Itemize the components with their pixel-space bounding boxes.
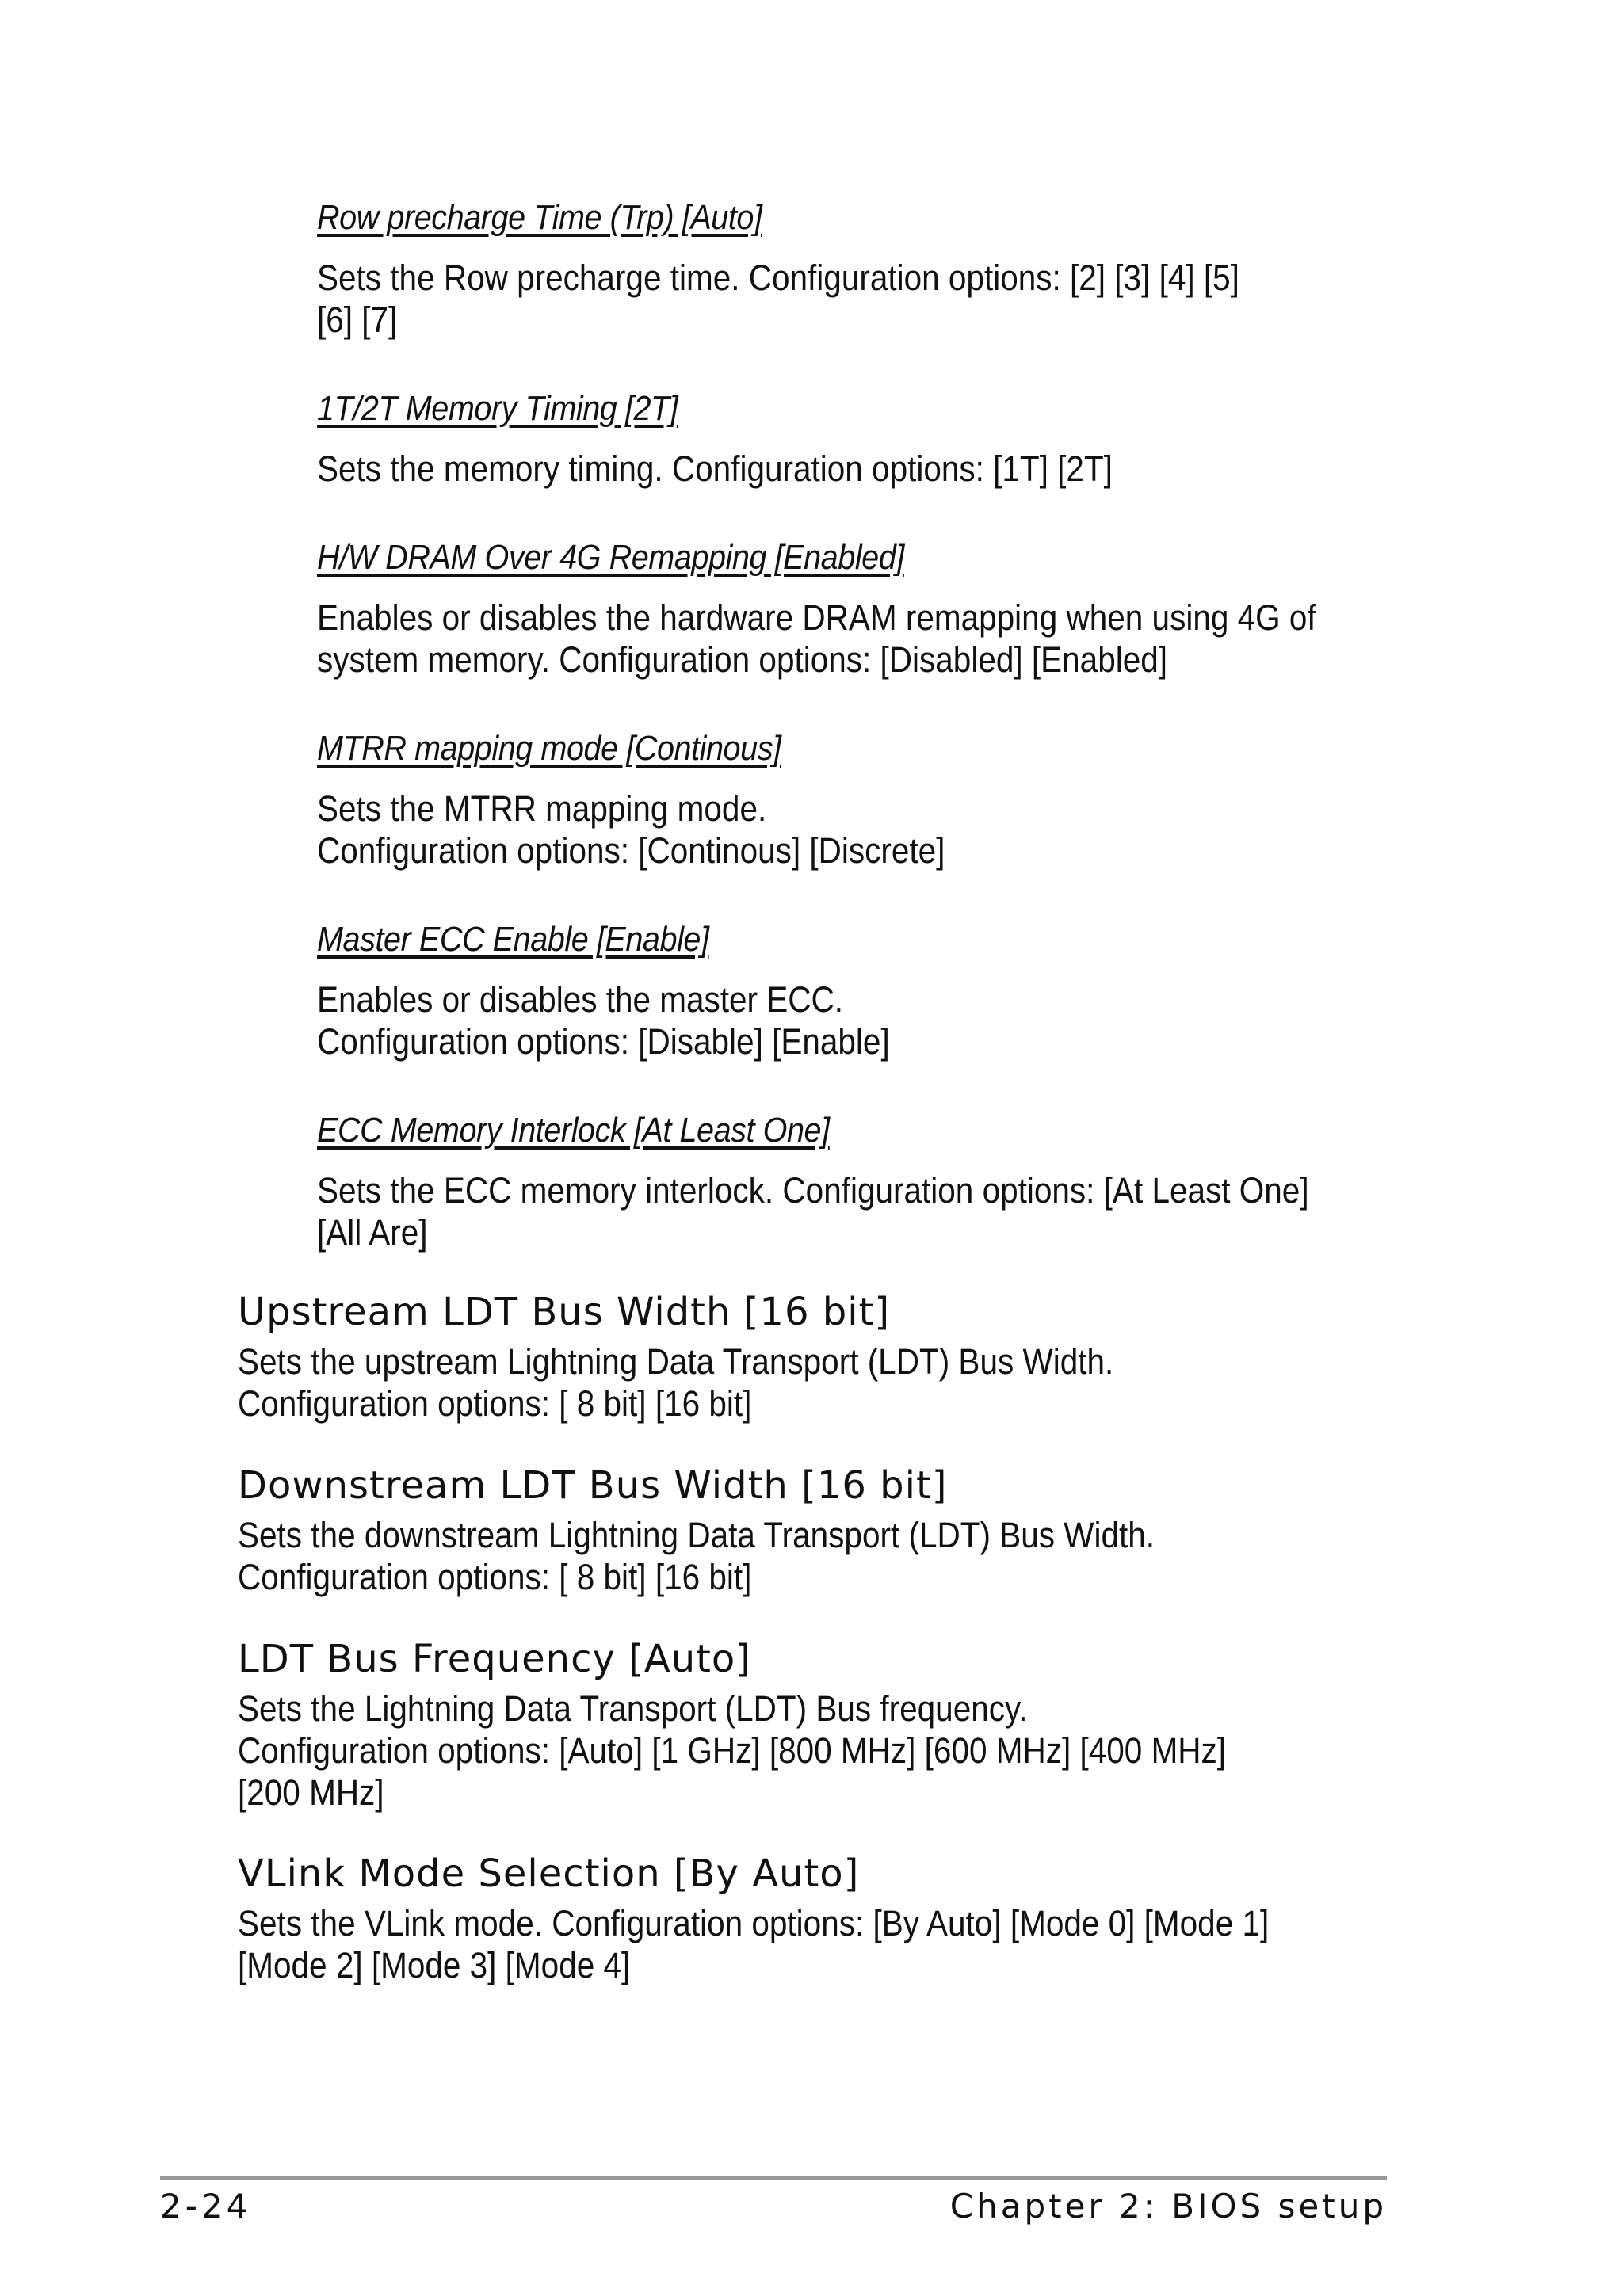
sub-item-description <box>317 448 1380 490</box>
sub-item-memory-timing <box>317 387 1379 490</box>
main-item-vlink-mode <box>238 1852 1387 1986</box>
description-line: Configuration options: [Auto] [1 GHz] [800 MHz] [600 MHz] [400 MHz] <box>238 1730 1227 1771</box>
sub-item-title: H/W DRAM Over 4G Remapping [Enabled] <box>317 538 904 577</box>
description-line: Enables or disables the hardware DRAM remapping when using 4G of <box>317 597 1316 638</box>
main-item-upstream-ldt <box>238 1290 1387 1425</box>
sub-item-ecc-interlock <box>317 1109 1379 1253</box>
sub-item-title: Master ECC Enable [Enable] <box>317 920 709 959</box>
description-line: Sets the MTRR mapping mode. <box>317 788 767 829</box>
main-item-description <box>238 1688 1386 1814</box>
sub-item-mtrr-mapping <box>317 727 1379 871</box>
page-number: 2-24 <box>160 2187 252 2225</box>
description-line: Sets the downstream Lightning Data Transport (LDT) Bus Width. <box>238 1515 1155 1555</box>
description-line: Configuration options: [Disable] [Enable] <box>317 1021 890 1062</box>
description-line: system memory. Configuration options: [Disabled] [Enabled] <box>317 639 1168 680</box>
main-item-title: Downstream LDT Bus Width [16 bit] <box>238 1463 948 1508</box>
description-line: Sets the memory timing. Configuration options: [1T] [2T] <box>317 448 1113 489</box>
sub-item-title: MTRR mapping mode [Continous] <box>317 729 781 768</box>
main-item-title: Upstream LDT Bus Width [16 bit] <box>238 1290 891 1334</box>
description-line: Sets the upstream Lightning Data Transport (LDT) Bus Width. <box>238 1341 1114 1382</box>
sub-item-description <box>317 1169 1380 1253</box>
description-line: Sets the Lightning Data Transport (LDT) Bus frequency. <box>238 1688 1028 1729</box>
main-item-description <box>238 1341 1386 1425</box>
main-item-description <box>238 1902 1386 1986</box>
sub-item-description <box>317 257 1380 341</box>
description-line: Sets the VLink mode. Configuration options: [By Auto] [Mode 0] [Mode 1] <box>238 1903 1270 1943</box>
sub-item-master-ecc <box>317 918 1379 1062</box>
description-line: Configuration options: [Continous] [Discrete] <box>317 830 945 871</box>
footer-divider <box>160 2176 1387 2180</box>
main-item-ldt-frequency <box>238 1637 1387 1814</box>
sub-item-description <box>317 597 1380 681</box>
sub-item-description <box>317 978 1380 1062</box>
sub-item-title: ECC Memory Interlock [At Least One] <box>317 1111 830 1150</box>
description-line: Configuration options: [ 8 bit] [16 bit] <box>238 1557 752 1597</box>
sub-item-description <box>317 788 1380 871</box>
sub-item-dram-remapping <box>317 536 1379 681</box>
main-item-description <box>238 1514 1386 1598</box>
description-line: Sets the Row precharge time. Configuration options: [2] [3] [4] [5] <box>317 257 1239 298</box>
description-line: Configuration options: [ 8 bit] [16 bit] <box>238 1383 752 1424</box>
main-item-title: LDT Bus Frequency [Auto] <box>238 1637 752 1681</box>
description-line: [All Are] <box>317 1212 428 1253</box>
description-line: [6] [7] <box>317 299 398 340</box>
description-line: [200 MHz] <box>238 1772 384 1813</box>
description-line: [Mode 2] [Mode 3] [Mode 4] <box>238 1945 631 1985</box>
main-item-title: VLink Mode Selection [By Auto] <box>238 1852 860 1896</box>
sub-item-row-precharge <box>317 196 1379 341</box>
description-line: Sets the ECC memory interlock. Configuration options: [At Least One] <box>317 1170 1309 1211</box>
sub-item-title: 1T/2T Memory Timing [2T] <box>317 389 678 428</box>
sub-item-title: Row precharge Time (Trp) [Auto] <box>317 198 762 237</box>
description-line: Enables or disables the master ECC. <box>317 979 844 1020</box>
main-item-downstream-ldt <box>238 1463 1387 1598</box>
chapter-title: Chapter 2: BIOS setup <box>949 2187 1387 2225</box>
